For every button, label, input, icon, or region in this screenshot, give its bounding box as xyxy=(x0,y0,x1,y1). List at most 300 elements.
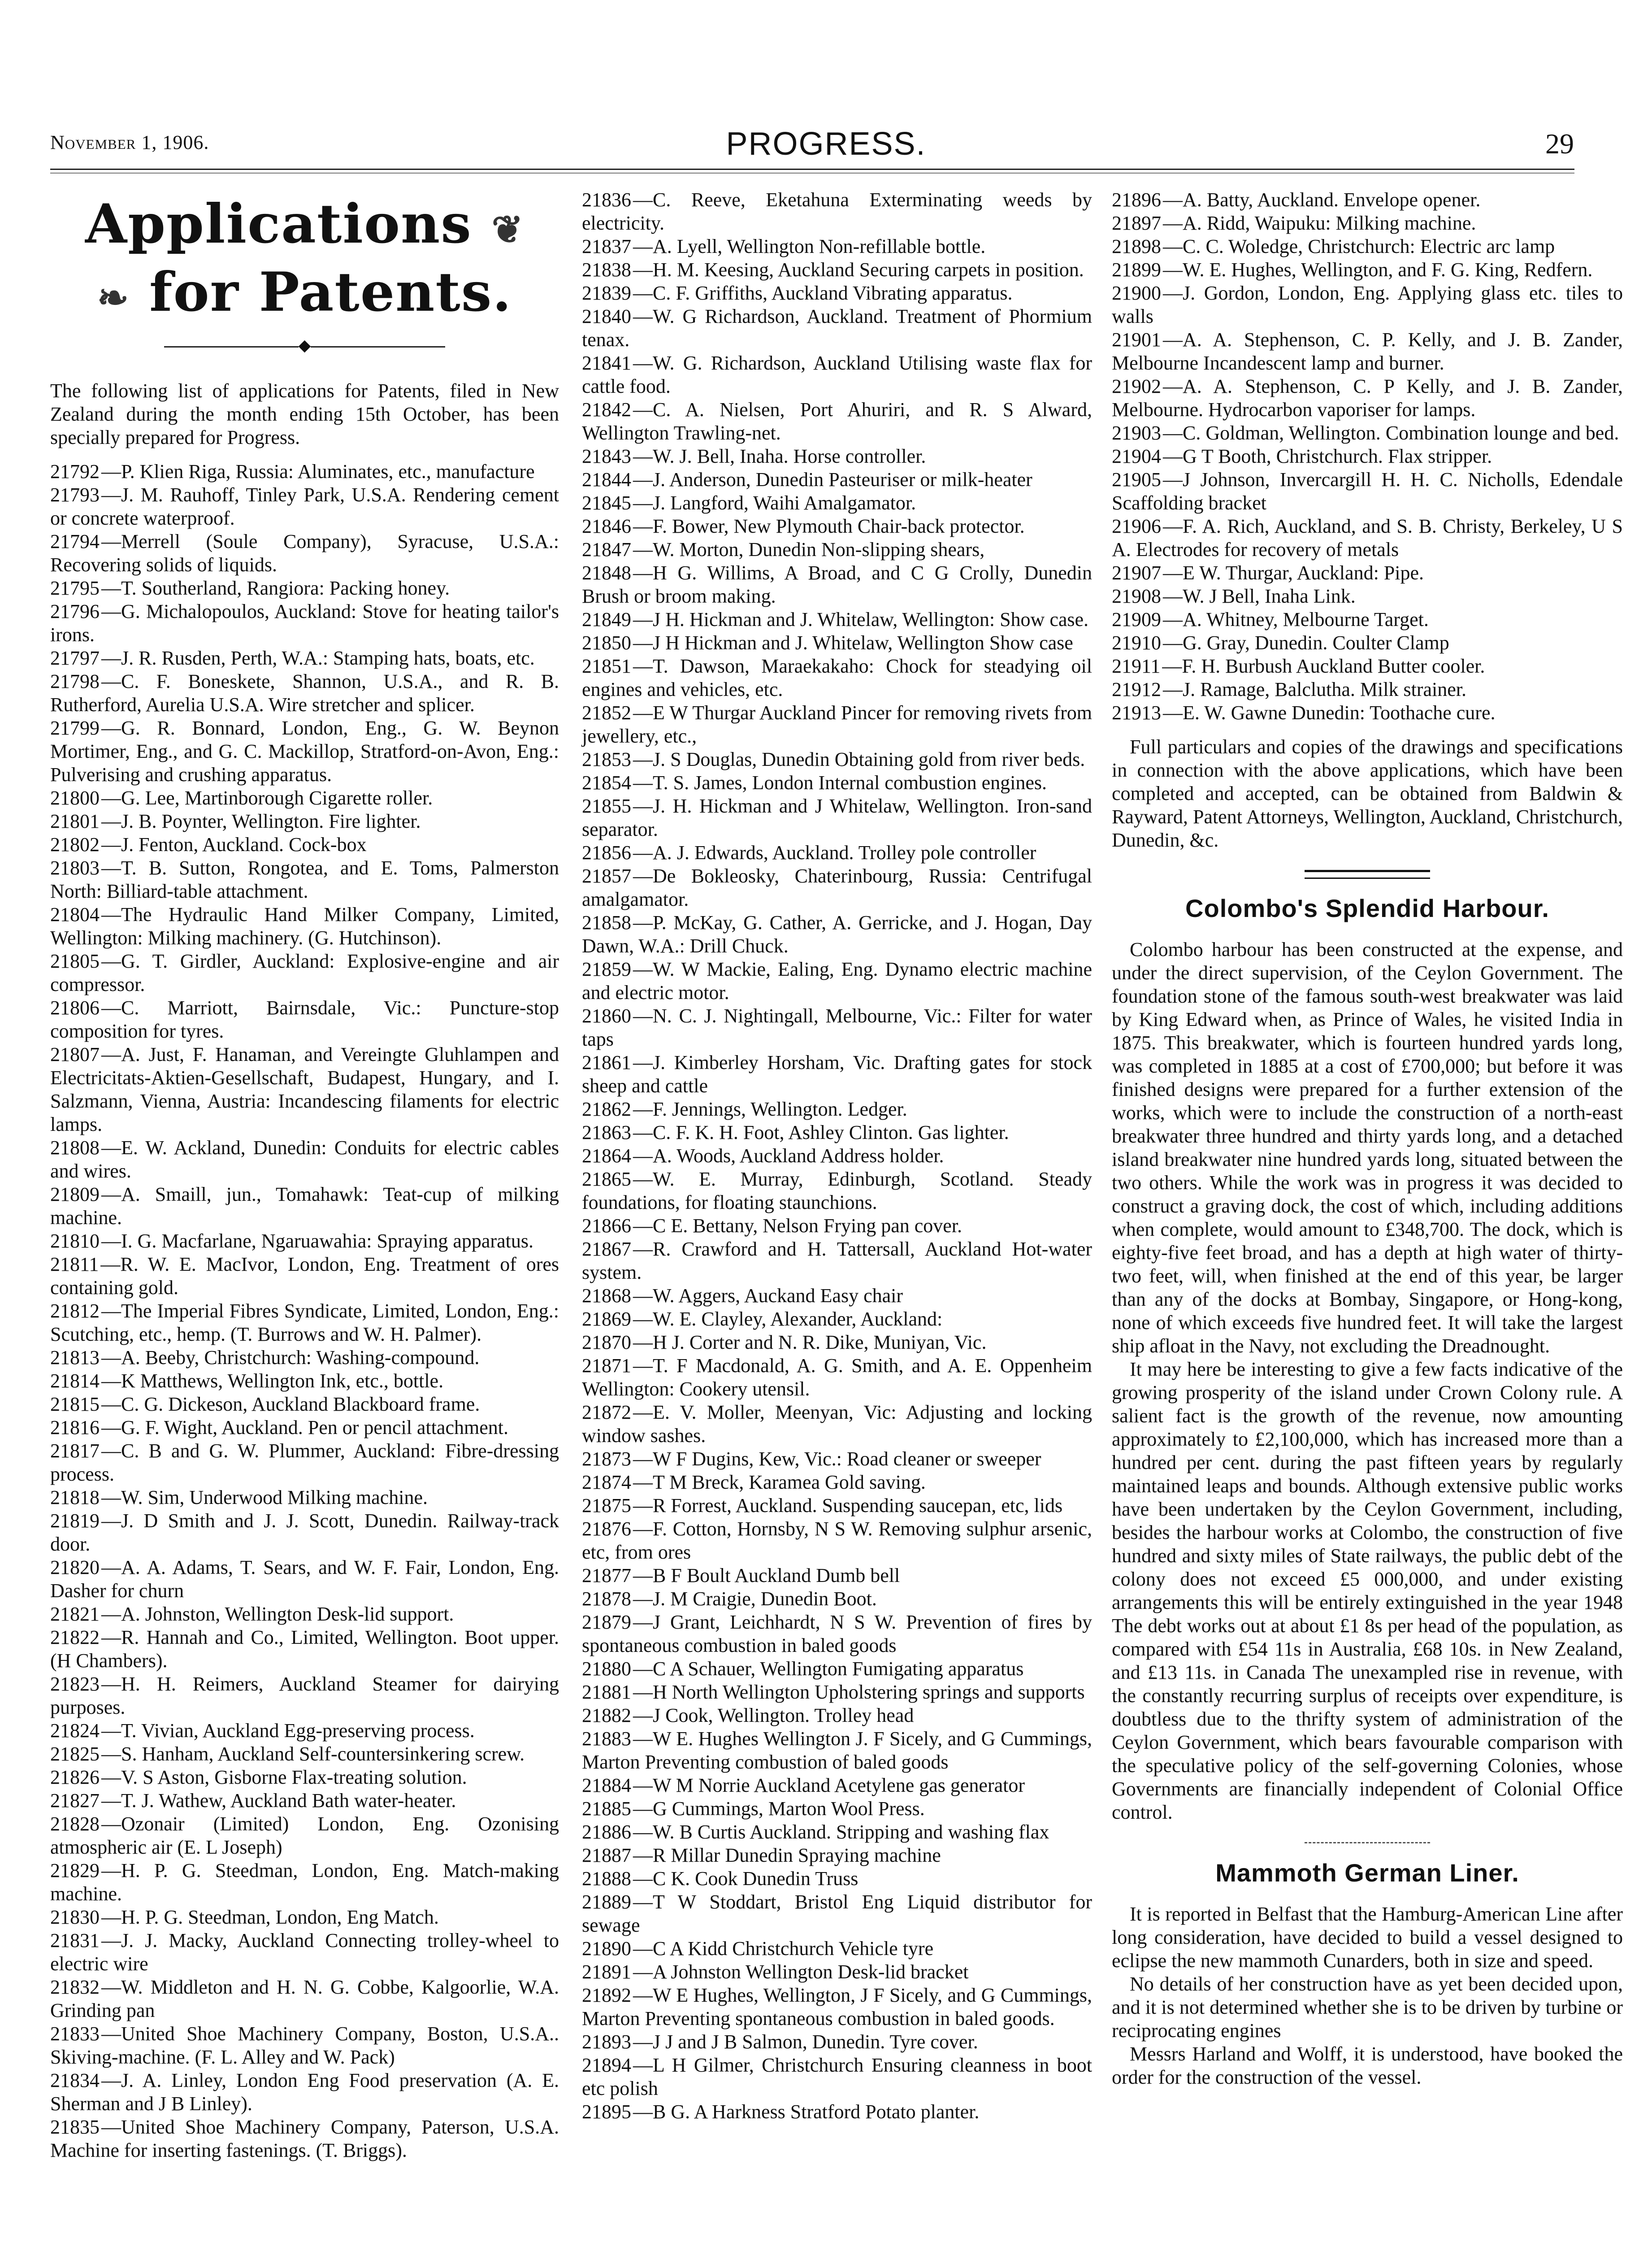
application-text: R. Crawford and H. Tattersall, Auckland Hot-water system. xyxy=(582,1238,1092,1283)
application-text: A Johnston Wellington Desk-lid bracket xyxy=(653,1961,969,1983)
application-text: J J and J B Salmon, Dunedin. Tyre cover. xyxy=(653,2031,978,2053)
application-text: W. G Richardson, Auckland. Treatment of Phormium tenax. xyxy=(582,305,1092,351)
entry-dash: — xyxy=(101,1626,121,1648)
application-text: J. Langford, Waihi Amalgamator. xyxy=(653,492,916,514)
page-header xyxy=(0,126,1652,167)
application-number: 21871 xyxy=(582,1355,631,1377)
application-entry xyxy=(50,1416,559,1439)
colombo-paragraph: It may here be interesting to give a few facts indicative of the growing prosperity of the island under Crown Colony rule. A salient fact is the growth of the revenue, now amounting approximately to £2,100,000, which has increased more than a hundred per cent. during the past fifteen years by regularly maintained leaps and bounds. Although extensive public works have been undertaken by the Ceylon Government, including, besides the harbour works at Colombo, the construction of five hundred and sixty miles of State railways, the public debt of the colony does not exceed £5 000,000, and under existing arrangements this will be entirely extinguished in the year 1948 The debt works out at about £1 8s per head of the population, as compared with £54 11s in Australia, £68 10s. in New Zealand, and £13 11s. in Canada The unexampled rise in revenue, with the constantly recurring surplus of receipts over expenditure, is doubtless due to the thrifty system of administration of the Ceylon Government, which bears favourable comparison with the speculative policy of the self-governing Colonies, whose Governments are financially independent of Colonial Office control. xyxy=(1112,1358,1623,1823)
entry-dash: — xyxy=(633,655,653,677)
application-entry xyxy=(582,1704,1092,1727)
application-text: W M Norrie Auckland Acetylene gas generator xyxy=(653,1774,1025,1796)
application-text: J H Hickman and J. Whitelaw, Wellington Show case xyxy=(653,632,1073,654)
application-number: 21815 xyxy=(50,1393,100,1415)
application-number: 21891 xyxy=(582,1961,631,1983)
application-text: C E. Bettany, Nelson Frying pan cover. xyxy=(653,1215,963,1237)
entry-dash: — xyxy=(101,950,121,972)
application-text: C. G. Dickeson, Auckland Blackboard frame. xyxy=(121,1393,480,1415)
application-text: F. H. Burbush Auckland Butter cooler. xyxy=(1182,655,1485,677)
application-text: C. C. Woledge, Christchurch: Electric arc lamp xyxy=(1183,235,1555,257)
application-text: E W. Thurgar, Auckland: Pipe. xyxy=(1183,562,1424,584)
application-text: H North Wellington Upholstering springs and supports xyxy=(653,1681,1085,1703)
entry-dash: — xyxy=(633,1798,653,1820)
application-text: J H. Hickman and J. Whitelaw, Wellington: Show case. xyxy=(653,608,1089,630)
page-number: 29 xyxy=(1545,128,1574,160)
title-divider: ◆ xyxy=(50,334,559,357)
entry-dash: — xyxy=(1163,375,1183,397)
application-text: T M Breck, Karamea Gold saving. xyxy=(653,1471,926,1493)
application-number: 21858 xyxy=(582,912,631,934)
entry-dash: — xyxy=(633,1681,653,1703)
application-entry xyxy=(582,491,1092,515)
application-entry xyxy=(50,1789,559,1812)
entry-dash: — xyxy=(1162,655,1182,677)
application-entry xyxy=(1112,655,1623,678)
application-text: De Bokleosky, Chaterinbourg, Russia: Centrifugal amalgamator. xyxy=(582,865,1092,910)
issue-date: November 1, 1906. xyxy=(50,131,209,153)
application-number: 21850 xyxy=(582,632,631,654)
application-text: J. Ramage, Balclutha. Milk strainer. xyxy=(1183,678,1466,700)
applications-title-line1: Applications xyxy=(85,192,472,256)
entry-dash: — xyxy=(633,1868,653,1890)
application-entry xyxy=(50,647,559,670)
entry-dash: — xyxy=(101,1043,121,1065)
application-entry xyxy=(50,1486,559,1509)
entry-dash: — xyxy=(633,1145,653,1167)
application-number: 21900 xyxy=(1112,282,1161,304)
application-number: 21847 xyxy=(582,539,631,560)
section-rule xyxy=(1305,1842,1430,1843)
application-text: W. J Bell, Inaha Link. xyxy=(1183,585,1356,607)
entry-dash: — xyxy=(101,600,121,622)
entry-dash: — xyxy=(101,787,121,809)
application-text: T. F Macdonald, A. G. Smith, and A. E. Oppenheim Wellington: Cookery utensil. xyxy=(582,1355,1092,1400)
entry-dash: — xyxy=(633,515,653,537)
application-text: N. C. J. Nightingall, Melbourne, Vic.: Filter for water taps xyxy=(582,1005,1092,1050)
application-entry xyxy=(582,1144,1092,1168)
application-text: I. G. Macfarlane, Ngaruawahia: Spraying apparatus. xyxy=(121,1230,533,1252)
application-number: 21905 xyxy=(1112,469,1161,491)
application-text: The Hydraulic Hand Milker Company, Limited, Wellington: Milking machinery. (G. Hutchinson). xyxy=(50,904,559,949)
entry-dash: — xyxy=(633,842,653,864)
application-text: C. F. Boneskete, Shannon, U.S.A., and R. B. Rutherford, Aurelia U.S.A. Wire stretcher and splicer. xyxy=(50,670,559,716)
entry-dash: — xyxy=(633,2101,653,2123)
entry-dash: — xyxy=(101,1370,121,1392)
application-number: 21913 xyxy=(1112,702,1161,724)
entry-dash: — xyxy=(101,857,121,879)
application-entry xyxy=(50,950,559,996)
application-text: C. Marriott, Bairnsdale, Vic.: Puncture-stop composition for tyres. xyxy=(50,997,559,1042)
application-text: A. Beeby, Christchurch: Washing-compound. xyxy=(121,1347,480,1369)
application-entry xyxy=(50,1439,559,1486)
application-text: C. F. K. H. Foot, Ashley Clinton. Gas lighter. xyxy=(653,1121,1009,1143)
application-text: J. Fenton, Auckland. Cock-box xyxy=(121,834,367,856)
ornament-icon: ❧ xyxy=(97,275,130,320)
application-text: L H Gilmer, Christchurch Ensuring cleanness in boot etc polish xyxy=(582,2054,1092,2099)
application-number: 21908 xyxy=(1112,585,1161,607)
application-entry xyxy=(582,1774,1092,1797)
application-number: 21872 xyxy=(582,1401,631,1423)
application-number: 21845 xyxy=(582,492,631,514)
application-entry xyxy=(50,2116,559,2162)
entry-dash: — xyxy=(633,282,653,304)
application-number: 21808 xyxy=(50,1137,100,1159)
application-text: A. Batty, Auckland. Envelope opener. xyxy=(1183,189,1481,211)
application-text: R Millar Dunedin Spraying machine xyxy=(653,1844,941,1866)
application-entry xyxy=(582,1051,1092,1098)
application-number: 21856 xyxy=(582,842,631,864)
entry-dash: — xyxy=(633,958,653,980)
application-entry xyxy=(582,538,1092,561)
application-text: A. Whitney, Melbourne Target. xyxy=(1183,608,1429,630)
application-number: 21800 xyxy=(50,787,100,809)
application-entry xyxy=(582,771,1092,795)
application-text: J. Kimberley Horsham, Vic. Drafting gates for stock sheep and cattle xyxy=(582,1051,1092,1097)
entry-dash: — xyxy=(1163,632,1183,654)
entry-dash: — xyxy=(633,632,653,654)
application-number: 21833 xyxy=(50,2023,100,2045)
application-entry xyxy=(1112,212,1623,235)
entry-dash: — xyxy=(633,189,653,211)
application-number: 21811 xyxy=(50,1253,99,1275)
application-entry xyxy=(582,1238,1092,1284)
application-text: A. Lyell, Wellington Non-refillable bottle. xyxy=(653,235,986,257)
application-number: 21865 xyxy=(582,1168,631,1190)
application-number: 21906 xyxy=(1112,515,1161,537)
application-entry xyxy=(582,2100,1092,2124)
mammoth-heading: Mammoth German Liner. xyxy=(1215,1859,1519,1887)
application-entry xyxy=(50,1976,559,2022)
application-number: 21898 xyxy=(1112,235,1161,257)
entry-dash: — xyxy=(101,717,121,739)
entry-dash: — xyxy=(633,748,653,770)
entry-dash: — xyxy=(633,1448,653,1470)
entry-dash: — xyxy=(633,1355,653,1377)
application-text: J. A. Linley, London Eng Food preservation (A. E. Sherman and J B Linley). xyxy=(50,2069,559,2115)
application-text: T W Stoddart, Bristol Eng Liquid distributor for sewage xyxy=(582,1891,1092,1936)
application-text: K Matthews, Wellington Ink, etc., bottle. xyxy=(121,1370,444,1392)
application-entry xyxy=(582,1168,1092,1214)
application-entry xyxy=(1112,608,1623,631)
application-text: E. W. Gawne Dunedin: Toothache cure. xyxy=(1183,702,1496,724)
application-entry xyxy=(582,631,1092,655)
entry-dash: — xyxy=(100,1253,121,1275)
applications-list-col3 xyxy=(1112,188,1623,725)
application-number: 21894 xyxy=(582,2054,631,2076)
application-number: 21801 xyxy=(50,810,100,832)
application-text: R. W. E. MacIvor, London, Eng. Treatment of ores containing gold. xyxy=(50,1253,559,1299)
application-entry xyxy=(582,701,1092,748)
application-text: A. Woods, Auckland Address holder. xyxy=(653,1145,944,1167)
mammoth-paragraph: No details of her construction have as yet been decided upon, and it is not determined whether she is to be driven by turbine or reciprocating engines xyxy=(1112,1973,1623,2042)
entry-dash: — xyxy=(101,530,121,552)
application-entry xyxy=(582,1797,1092,1821)
application-text: S. Hanham, Auckland Self-countersinkering screw. xyxy=(121,1743,525,1765)
application-number: 21890 xyxy=(582,1938,631,1960)
application-entry xyxy=(50,1183,559,1230)
entry-dash: — xyxy=(633,1215,653,1237)
application-number: 21805 xyxy=(50,950,100,972)
entry-dash: — xyxy=(101,461,121,482)
entry-dash: — xyxy=(101,484,121,506)
application-number: 21846 xyxy=(582,515,631,537)
application-text: T. Southerland, Rangiora: Packing honey. xyxy=(121,577,450,599)
column-1 xyxy=(50,188,559,2162)
application-text: W. E. Hughes, Wellington, and F. G. King, Redfern. xyxy=(1183,259,1593,281)
application-text: The Imperial Fibres Syndicate, Limited, London, Eng.: Scutching, etc., hemp. (T. Burrows and W. H. Palmer). xyxy=(50,1300,559,1345)
application-entry xyxy=(50,1299,559,1346)
application-number: 21820 xyxy=(50,1556,100,1578)
entry-dash: — xyxy=(633,399,653,421)
application-text: G T Booth, Christchurch. Flax stripper. xyxy=(1183,445,1492,467)
application-number: 21830 xyxy=(50,1906,100,1928)
entry-dash: — xyxy=(101,1137,121,1159)
application-entry xyxy=(50,670,559,717)
application-entry xyxy=(50,1230,559,1253)
entry-dash: — xyxy=(633,1891,653,1913)
applications-title-line2: for Patents. xyxy=(149,261,512,324)
applications-list-col2 xyxy=(582,188,1092,2124)
application-text: G Cummings, Marton Wool Press. xyxy=(653,1798,925,1820)
application-number: 21874 xyxy=(582,1471,631,1493)
application-text: B G. A Harkness Stratford Potato planter. xyxy=(653,2101,980,2123)
application-entry xyxy=(582,1611,1092,1657)
application-entry xyxy=(582,468,1092,491)
application-number: 21897 xyxy=(1112,212,1161,234)
application-entry xyxy=(582,795,1092,841)
application-number: 21822 xyxy=(50,1626,100,1648)
entry-dash: — xyxy=(101,1813,121,1835)
application-entry xyxy=(1112,515,1623,561)
application-entry xyxy=(582,1447,1092,1471)
entry-dash: — xyxy=(101,1673,121,1695)
application-entry xyxy=(582,608,1092,631)
application-text: C. B and G. W. Plummer, Auckland: Fibre-dressing process. xyxy=(50,1440,559,1485)
application-text: C. A. Nielsen, Port Ahuriri, and R. S Alward, Wellington Trawling-net. xyxy=(582,399,1092,444)
application-text: F. A. Rich, Auckland, and S. B. Christy, Berkeley, U S A. Electrodes for recovery of metals xyxy=(1112,515,1623,560)
entry-dash: — xyxy=(101,904,121,925)
application-entry xyxy=(1112,375,1623,421)
entry-dash: — xyxy=(633,539,653,560)
application-number: 21819 xyxy=(50,1510,100,1532)
application-entry xyxy=(582,282,1092,305)
entry-dash: — xyxy=(101,1556,121,1578)
application-number: 21823 xyxy=(50,1673,100,1695)
application-entry xyxy=(50,1812,559,1859)
application-entry xyxy=(582,1471,1092,1494)
application-entry xyxy=(582,1517,1092,1564)
application-entry xyxy=(1112,701,1623,725)
application-entry xyxy=(582,1354,1092,1401)
application-number: 21892 xyxy=(582,1984,631,2006)
application-entry xyxy=(582,188,1092,235)
application-entry xyxy=(50,1673,559,1719)
column-2 xyxy=(582,188,1092,2124)
application-text: J. B. Poynter, Wellington. Fire lighter. xyxy=(121,810,421,832)
application-number: 21862 xyxy=(582,1098,631,1120)
entry-dash: — xyxy=(633,1821,653,1843)
application-number: 21873 xyxy=(582,1448,631,1470)
application-entry xyxy=(582,1121,1092,1144)
entry-dash: — xyxy=(633,1238,653,1260)
application-number: 21910 xyxy=(1112,632,1161,654)
application-text: G. R. Bonnard, London, Eng., G. W. Beynon Mortimer, Eng., and G. C. Mackillop, Stratford-on-Avon, Eng.: Pulverising and crushing apparatus. xyxy=(50,717,559,786)
application-entry xyxy=(50,460,559,483)
application-text: J. D Smith and J. J. Scott, Dunedin. Railway-track door. xyxy=(50,1510,559,1555)
application-text: G. Michalopoulos, Auckland: Stove for heating tailor's irons. xyxy=(50,600,559,646)
application-number: 21814 xyxy=(50,1370,100,1392)
entry-dash: — xyxy=(633,492,653,514)
application-number: 21864 xyxy=(582,1145,631,1167)
application-number: 21868 xyxy=(582,1285,631,1307)
application-text: J Grant, Leichhardt, N S W. Prevention of fires by spontaneous combustion in baled goods xyxy=(582,1611,1092,1656)
application-entry xyxy=(582,1844,1092,1867)
entry-dash: — xyxy=(633,1098,653,1120)
application-entry xyxy=(1112,235,1623,258)
application-entry xyxy=(1112,258,1623,282)
application-number: 21853 xyxy=(582,748,631,770)
application-number: 21813 xyxy=(50,1347,100,1369)
application-number: 21843 xyxy=(582,445,631,467)
application-number: 21828 xyxy=(50,1813,100,1835)
application-number: 21880 xyxy=(582,1658,631,1680)
entry-dash: — xyxy=(1163,702,1183,724)
application-entry xyxy=(582,1564,1092,1587)
application-text: T. B. Sutton, Rongotea, and E. Toms, Palmerston North: Billiard-table attachment. xyxy=(50,857,559,902)
application-number: 21896 xyxy=(1112,189,1161,211)
application-entry xyxy=(50,856,559,903)
entry-dash: — xyxy=(633,1518,653,1540)
entry-dash: — xyxy=(633,469,653,491)
application-number: 21803 xyxy=(50,857,100,879)
entry-dash: — xyxy=(1163,259,1183,281)
application-entry xyxy=(50,903,559,950)
application-entry xyxy=(50,810,559,833)
colombo-heading: Colombo's Splendid Harbour. xyxy=(1185,894,1549,922)
entry-dash: — xyxy=(101,1929,121,1951)
application-number: 21838 xyxy=(582,259,631,281)
entry-dash: — xyxy=(633,795,653,817)
application-number: 21824 xyxy=(50,1720,100,1742)
application-text: W. Morton, Dunedin Non-slipping shears, xyxy=(653,539,985,560)
entry-dash: — xyxy=(633,1121,653,1143)
application-text: Merrell (Soule Company), Syracuse, U.S.A.: Recovering solids of liquids. xyxy=(50,530,559,576)
application-text: W F Dugins, Kew, Vic.: Road cleaner or sweeper xyxy=(653,1448,1041,1470)
application-number: 21807 xyxy=(50,1043,100,1065)
application-entry xyxy=(582,865,1092,911)
entry-dash: — xyxy=(1163,585,1183,607)
application-entry xyxy=(50,1859,559,1906)
entry-dash: — xyxy=(101,1766,121,1788)
application-number: 21882 xyxy=(582,1704,631,1726)
application-entry xyxy=(50,1346,559,1369)
entry-dash: — xyxy=(633,259,653,281)
application-text: T. S. James, London Internal combustion engines. xyxy=(653,772,1047,794)
application-entry xyxy=(582,398,1092,445)
application-number: 21836 xyxy=(582,189,631,211)
entry-dash: — xyxy=(633,1401,653,1423)
application-number: 21884 xyxy=(582,1774,631,1796)
entry-dash: — xyxy=(101,1790,121,1812)
entry-dash: — xyxy=(1163,469,1183,491)
application-entry xyxy=(1112,585,1623,608)
application-text: R Forrest, Auckland. Suspending saucepan, etc, lids xyxy=(653,1495,1063,1516)
application-number: 21842 xyxy=(582,399,631,421)
application-entry xyxy=(50,577,559,600)
entry-dash: — xyxy=(633,772,653,794)
entry-dash: — xyxy=(633,1285,653,1307)
application-entry xyxy=(582,1727,1092,1774)
application-text: G. Gray, Dunedin. Coulter Clamp xyxy=(1183,632,1449,654)
application-entry xyxy=(582,655,1092,701)
application-number: 21861 xyxy=(582,1051,631,1073)
application-entry xyxy=(582,958,1092,1004)
application-text: C. Goldman, Wellington. Combination lounge and bed. xyxy=(1183,422,1619,444)
application-number: 21889 xyxy=(582,1891,631,1913)
application-text: F. Jennings, Wellington. Ledger. xyxy=(653,1098,907,1120)
entry-dash: — xyxy=(101,670,121,692)
entry-dash: — xyxy=(101,1300,121,1322)
entry-dash: — xyxy=(633,2054,653,2076)
application-text: W. B Curtis Auckland. Stripping and washing flax xyxy=(653,1821,1049,1843)
entry-dash: — xyxy=(633,445,653,467)
application-text: H. H. Reimers, Auckland Steamer for dairying purposes. xyxy=(50,1673,559,1718)
entry-dash: — xyxy=(101,1183,121,1205)
application-text: V. S Aston, Gisborne Flax-treating solution. xyxy=(121,1766,467,1788)
entry-dash: — xyxy=(1163,189,1183,211)
entry-dash: — xyxy=(101,1393,121,1415)
entry-dash: — xyxy=(1163,212,1183,234)
application-text: United Shoe Machinery Company, Paterson, U.S.A. Machine for inserting fastenings. (T. Briggs). xyxy=(50,2116,559,2161)
application-number: 21802 xyxy=(50,834,100,856)
application-entry xyxy=(50,1393,559,1416)
application-number: 21798 xyxy=(50,670,100,692)
application-number: 21794 xyxy=(50,530,100,552)
application-number: 21818 xyxy=(50,1486,100,1508)
application-number: 21851 xyxy=(582,655,631,677)
application-text: W. W Mackie, Ealing, Eng. Dynamo electric machine and electric motor. xyxy=(582,958,1092,1004)
entry-dash: — xyxy=(101,1743,121,1765)
application-number: 21837 xyxy=(582,235,631,257)
application-number: 21832 xyxy=(50,1976,100,1998)
entry-dash: — xyxy=(633,1005,653,1027)
application-number: 21903 xyxy=(1112,422,1161,444)
entry-dash: — xyxy=(101,1230,121,1252)
entry-dash: — xyxy=(1163,422,1183,444)
full-particulars: Full particulars and copies of the drawings and specifications in connection with the above applications, which have been completed and accepted, can be obtained from Baldwin & Rayward, Patent Attorneys, Wellington, Auckland, Christchurch, Dunedin, &c. xyxy=(1112,736,1623,851)
application-text: W. Middleton and H. N. G. Cobbe, Kalgoorlie, W.A. Grinding pan xyxy=(50,1976,559,2021)
application-entry xyxy=(50,530,559,577)
application-number: 21827 xyxy=(50,1790,100,1812)
application-entry xyxy=(50,1766,559,1789)
application-text: W. Aggers, Auckand Easy chair xyxy=(653,1285,903,1307)
application-entry xyxy=(50,1906,559,1929)
applications-list-col1 xyxy=(50,460,559,2162)
application-number: 21810 xyxy=(50,1230,100,1252)
application-number: 21888 xyxy=(582,1868,631,1890)
entry-dash: — xyxy=(101,2116,121,2138)
ornament-icon: ❦ xyxy=(491,207,524,252)
application-number: 21854 xyxy=(582,772,631,794)
application-number: 21835 xyxy=(50,2116,100,2138)
application-text: H. M. Keesing, Auckland Securing carpets in position. xyxy=(653,259,1084,281)
application-number: 21907 xyxy=(1112,562,1161,584)
application-entry xyxy=(582,1937,1092,1960)
application-entry xyxy=(582,1984,1092,2030)
application-text: A. Ridd, Waipuku: Milking machine. xyxy=(1183,212,1476,234)
entry-dash: — xyxy=(101,2023,121,2045)
entry-dash: — xyxy=(1163,445,1183,467)
